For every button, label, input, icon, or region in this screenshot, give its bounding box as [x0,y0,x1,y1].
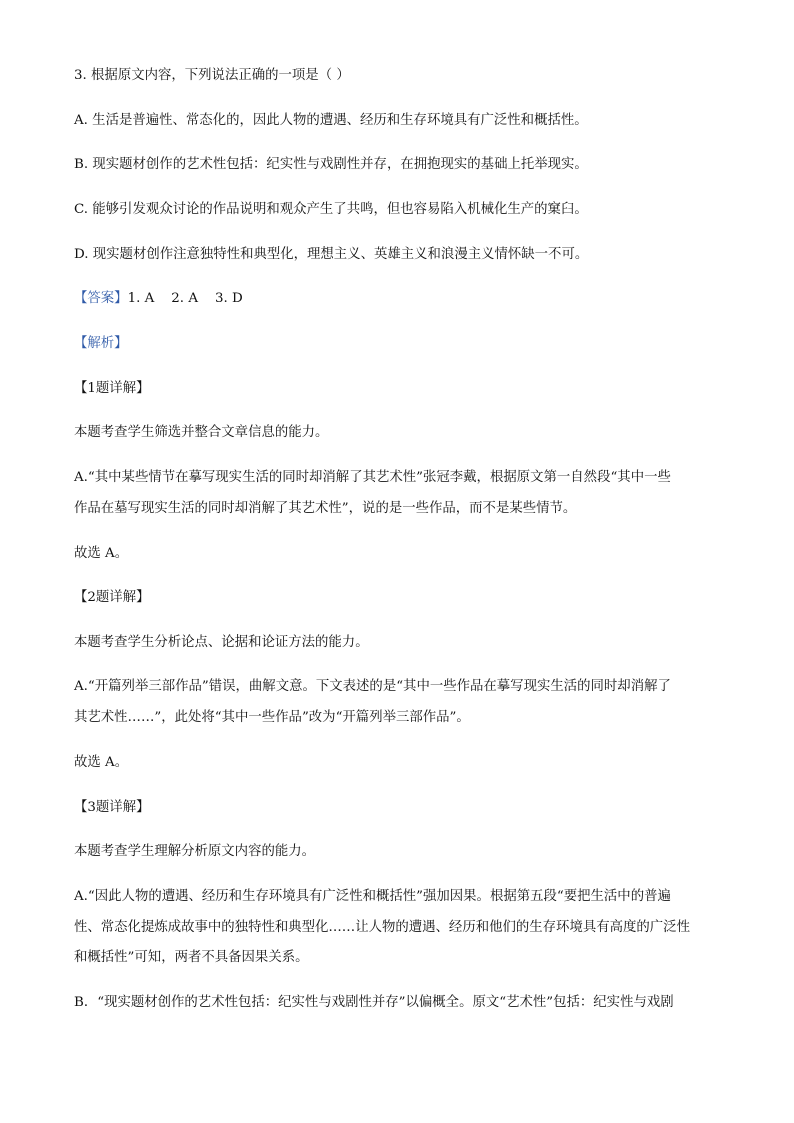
question-3-stem: 3. 根据原文内容，下列说法正确的一项是（ ） [74,68,350,83]
detail-2-conclusion: 故选 A。 [74,755,129,770]
detail-3-line-2: 性、常态化提炼成故事中的独特性和典型化……让人物的遭遇、经历和他们的生存环境具有高度的广泛性 [74,920,690,935]
detail-2-intro: 本题考查学生分析论点、论据和论证方法的能力。 [74,635,369,650]
option-a: A. 生活是普遍性、常态化的，因此人物的遭遇、经历和生存环境具有广泛性和概括性。 [74,113,588,128]
detail-3-line-4: B．“现实题材创作的艺术性包括：纪实性与戏剧性并存”以偏概全。原文“艺术性”包括：纪实性与戏剧 [74,995,674,1010]
detail-1-intro: 本题考查学生筛选并整合文章信息的能力。 [74,425,329,440]
option-b: B. 现实题材创作的艺术性包括：纪实性与戏剧性并存，在拥抱现实的基础上托举现实。 [74,157,588,172]
option-c: C. 能够引发观众讨论的作品说明和观众产生了共鸣，但也容易陷入机械化生产的窠臼。 [74,202,588,217]
detail-3-heading: 【3题详解】 [74,800,150,815]
detail-1-line-2: 作品在墓写现实生活的同时却消解了其艺术性”，说的是一些作品，而不是某些情节。 [74,501,577,516]
detail-2-heading: 【2题详解】 [74,590,150,605]
option-d: D. 现实题材创作注意独特性和典型化，理想主义、英雄主义和浪漫主义情怀缺一不可。 [74,247,589,262]
detail-1-conclusion: 故选 A。 [74,546,129,561]
detail-1-heading: 【1题详解】 [74,381,150,396]
detail-3-intro: 本题考查学生理解分析原文内容的能力。 [74,844,316,859]
answer-tag: 【答案】 [74,291,128,306]
detail-2-line-2: 其艺术性……”，此处将“其中一些作品”改为“开篇列举三部作品”。 [74,710,470,725]
detail-3-line-1: A.“因此人物的遭遇、经历和生存环境具有广泛性和概括性”强加因果。根据第五段“要把生活中的普遍 [74,889,671,904]
detail-1-line-1: A.“其中某些情节在摹写现实生活的同时却消解了其艺术性”张冠李戴，根据原文第一自然段“其中一些 [74,470,671,485]
analysis-tag: 【解析】 [74,336,128,351]
detail-3-line-3: 和概括性”可知，两者不具备因果关系。 [74,950,309,965]
answer-line [74,290,724,308]
detail-2-line-1: A.“开篇列举三部作品”错误，曲解文意。下文表述的是“其中一些作品在摹写现实生活的同时却消解了 [74,679,671,694]
answer-text: 1. A 2. A 3. D [127,291,243,306]
